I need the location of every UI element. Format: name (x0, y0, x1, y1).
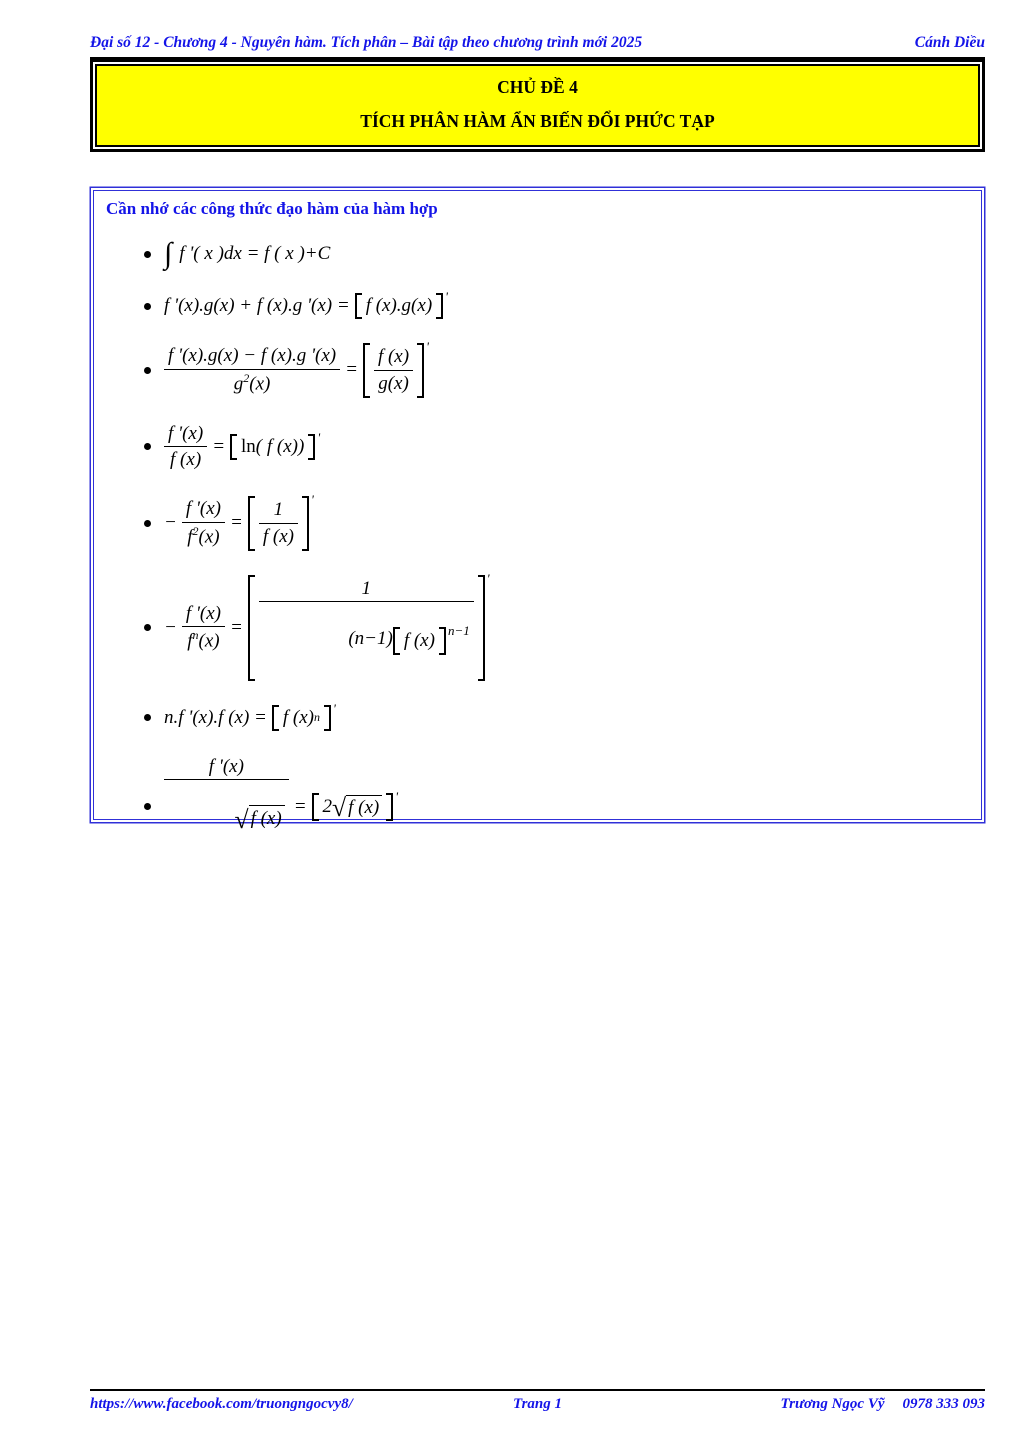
prime-mark: ' (317, 429, 321, 445)
equals-sign: = (230, 512, 243, 534)
formula-item-8 (144, 755, 971, 859)
formula-text: n.f '(x).f (x) = (164, 706, 267, 728)
fraction-denominator: $f^2(x)$ (187, 524, 220, 548)
formula-item-5 (144, 492, 971, 551)
bracket-group (248, 570, 490, 681)
formula-f3 (164, 339, 429, 398)
minus-sign: − (164, 616, 177, 638)
fraction (164, 755, 289, 859)
formula-f2 (164, 289, 448, 319)
right-bracket-icon (478, 575, 485, 681)
left-bracket-icon (312, 793, 319, 821)
fraction-numerator: 1 (361, 577, 372, 599)
bullet-icon (144, 520, 151, 527)
radical-icon: √ (234, 805, 249, 835)
banner-title-line1: CHỦ ĐỀ 4 (497, 77, 578, 97)
header-left-text: Đại số 12 - Chương 4 - Nguyên hàm. Tích phân – Bài tập theo chương trình mới 2025 (90, 34, 643, 51)
fraction-denominator (164, 781, 289, 858)
prime-mark: ' (486, 570, 490, 586)
prime-mark: ' (445, 289, 448, 304)
ln-function: ln (241, 435, 256, 457)
formula-text: f '( x )dx = f ( x )+C (179, 243, 331, 264)
prime-mark: ' (395, 788, 399, 804)
chapter-banner (95, 64, 980, 147)
right-bracket-icon (439, 627, 446, 655)
minus-sign: − (164, 512, 177, 534)
right-bracket-icon (324, 705, 331, 731)
left-bracket-icon (355, 293, 362, 319)
fraction (374, 345, 413, 396)
fraction-bar (374, 370, 413, 371)
right-bracket-icon (386, 793, 393, 821)
fraction-numerator: f '(x) (185, 602, 222, 624)
bracket-group (355, 289, 448, 319)
prime-mark: ' (333, 700, 336, 716)
exponent: n−1 (447, 623, 470, 638)
formula-f8 (164, 755, 398, 859)
left-bracket-icon (248, 496, 255, 551)
footer-page-number: Trang 1 (512, 1396, 563, 1412)
formula-list (104, 239, 971, 859)
equals-sign: = (212, 435, 226, 457)
formula-f6 (164, 570, 490, 681)
exponent: n (314, 710, 320, 724)
fraction-numerator: f '(x) (185, 498, 222, 520)
banner-title-line2: TÍCH PHÂN HÀM ẨN BIẾN ĐỔI PHỨC TẠP (360, 111, 715, 131)
coefficient: 2 (322, 795, 333, 817)
fraction (182, 497, 225, 549)
page (90, 0, 985, 835)
bullet-icon (144, 303, 151, 310)
right-bracket-icon (417, 343, 424, 398)
right-bracket-icon (436, 293, 443, 319)
bracket-group (272, 700, 336, 731)
formula-item-2 (144, 289, 971, 319)
page-header (90, 34, 985, 59)
inner-bracket-group: f (x) n−1 (393, 627, 470, 655)
left-bracket-icon (272, 705, 279, 731)
left-bracket-icon (363, 343, 370, 398)
fraction-numerator: 1 (273, 499, 284, 520)
formula-f5 (164, 492, 314, 551)
fraction-numerator: f '(x) (168, 422, 204, 444)
equals-sign: = (293, 795, 307, 817)
square-root: √ f (x) (235, 805, 285, 831)
equals-sign: = (230, 616, 243, 638)
bracket-content: ( f (x)) (255, 435, 305, 457)
left-bracket-icon (248, 575, 255, 681)
fraction-denominator: f (x) (262, 525, 294, 547)
fraction-numerator: f '(x) (208, 755, 244, 777)
page-footer (90, 1389, 985, 1413)
fraction-numerator: f (x) (377, 346, 410, 367)
bracket-group (248, 492, 314, 551)
fraction-bar (182, 522, 225, 523)
bullet-icon (144, 714, 151, 721)
radical-icon: √ (332, 793, 347, 823)
footer-author (562, 1396, 985, 1413)
prime-mark: ' (426, 339, 429, 354)
fraction (164, 344, 340, 396)
fraction (164, 422, 207, 473)
fraction (259, 498, 298, 549)
square-root: √ f (x) (332, 795, 382, 819)
bullet-icon (144, 803, 151, 810)
equals-sign: = (345, 359, 358, 381)
bullet-icon (144, 443, 151, 450)
fraction-bar (164, 446, 207, 447)
bracket-group (312, 788, 399, 823)
footer-facebook-link[interactable]: https://www.facebook.com/truongngocvy8/ (90, 1396, 353, 1412)
fraction-denominator: g(x) (378, 372, 409, 394)
fraction-bar (182, 626, 225, 627)
formula-text: f '(x).g(x) + f (x).g '(x) = (164, 295, 350, 316)
fraction-denominator: f (x) (170, 449, 202, 471)
right-bracket-icon (308, 434, 315, 460)
fraction (182, 602, 225, 654)
bullet-icon (144, 251, 151, 258)
formula-f4 (164, 422, 320, 473)
formula-item-4 (144, 422, 971, 473)
bracket-content: f (x) (282, 706, 314, 728)
bullet-icon (144, 624, 151, 631)
fraction-numerator: f '(x).g(x) − f (x).g '(x) (168, 345, 337, 367)
formula-f1 (164, 239, 330, 269)
formula-item-6 (144, 570, 971, 681)
fraction-bar (259, 523, 298, 524)
integral-icon: ∫ (164, 237, 173, 270)
fraction (259, 577, 474, 679)
bracket-group (363, 339, 429, 398)
fraction-denominator: $g^2(x)$ (233, 371, 271, 395)
prime-mark: ' (310, 492, 314, 507)
bracket-group (230, 429, 321, 460)
formula-item-3 (144, 339, 971, 398)
fraction-bar (164, 369, 340, 370)
fraction-bar (259, 601, 474, 602)
right-bracket-icon (302, 496, 309, 551)
formula-box (93, 190, 982, 835)
header-right-text: Cánh Diều (914, 34, 985, 51)
bracket-content: f (x).g(x) (365, 295, 433, 316)
formula-item-7 (144, 700, 971, 731)
footer-author-phone: 0978 333 093 (902, 1396, 986, 1412)
bullet-icon (144, 367, 151, 374)
fraction-denominator: (n−1) f (x) n−1 (259, 603, 474, 678)
left-bracket-icon (230, 434, 237, 460)
fraction-bar (164, 779, 289, 780)
formula-f7 (164, 700, 336, 731)
left-bracket-icon (393, 627, 400, 655)
footer-author-name: Trương Ngọc Vỹ (780, 1396, 885, 1412)
formula-item-1 (144, 239, 971, 269)
fraction-denominator: $f^n(x)$ (187, 628, 220, 652)
formula-box-title: Cần nhớ các công thức đạo hàm của hàm hợp (106, 199, 438, 218)
